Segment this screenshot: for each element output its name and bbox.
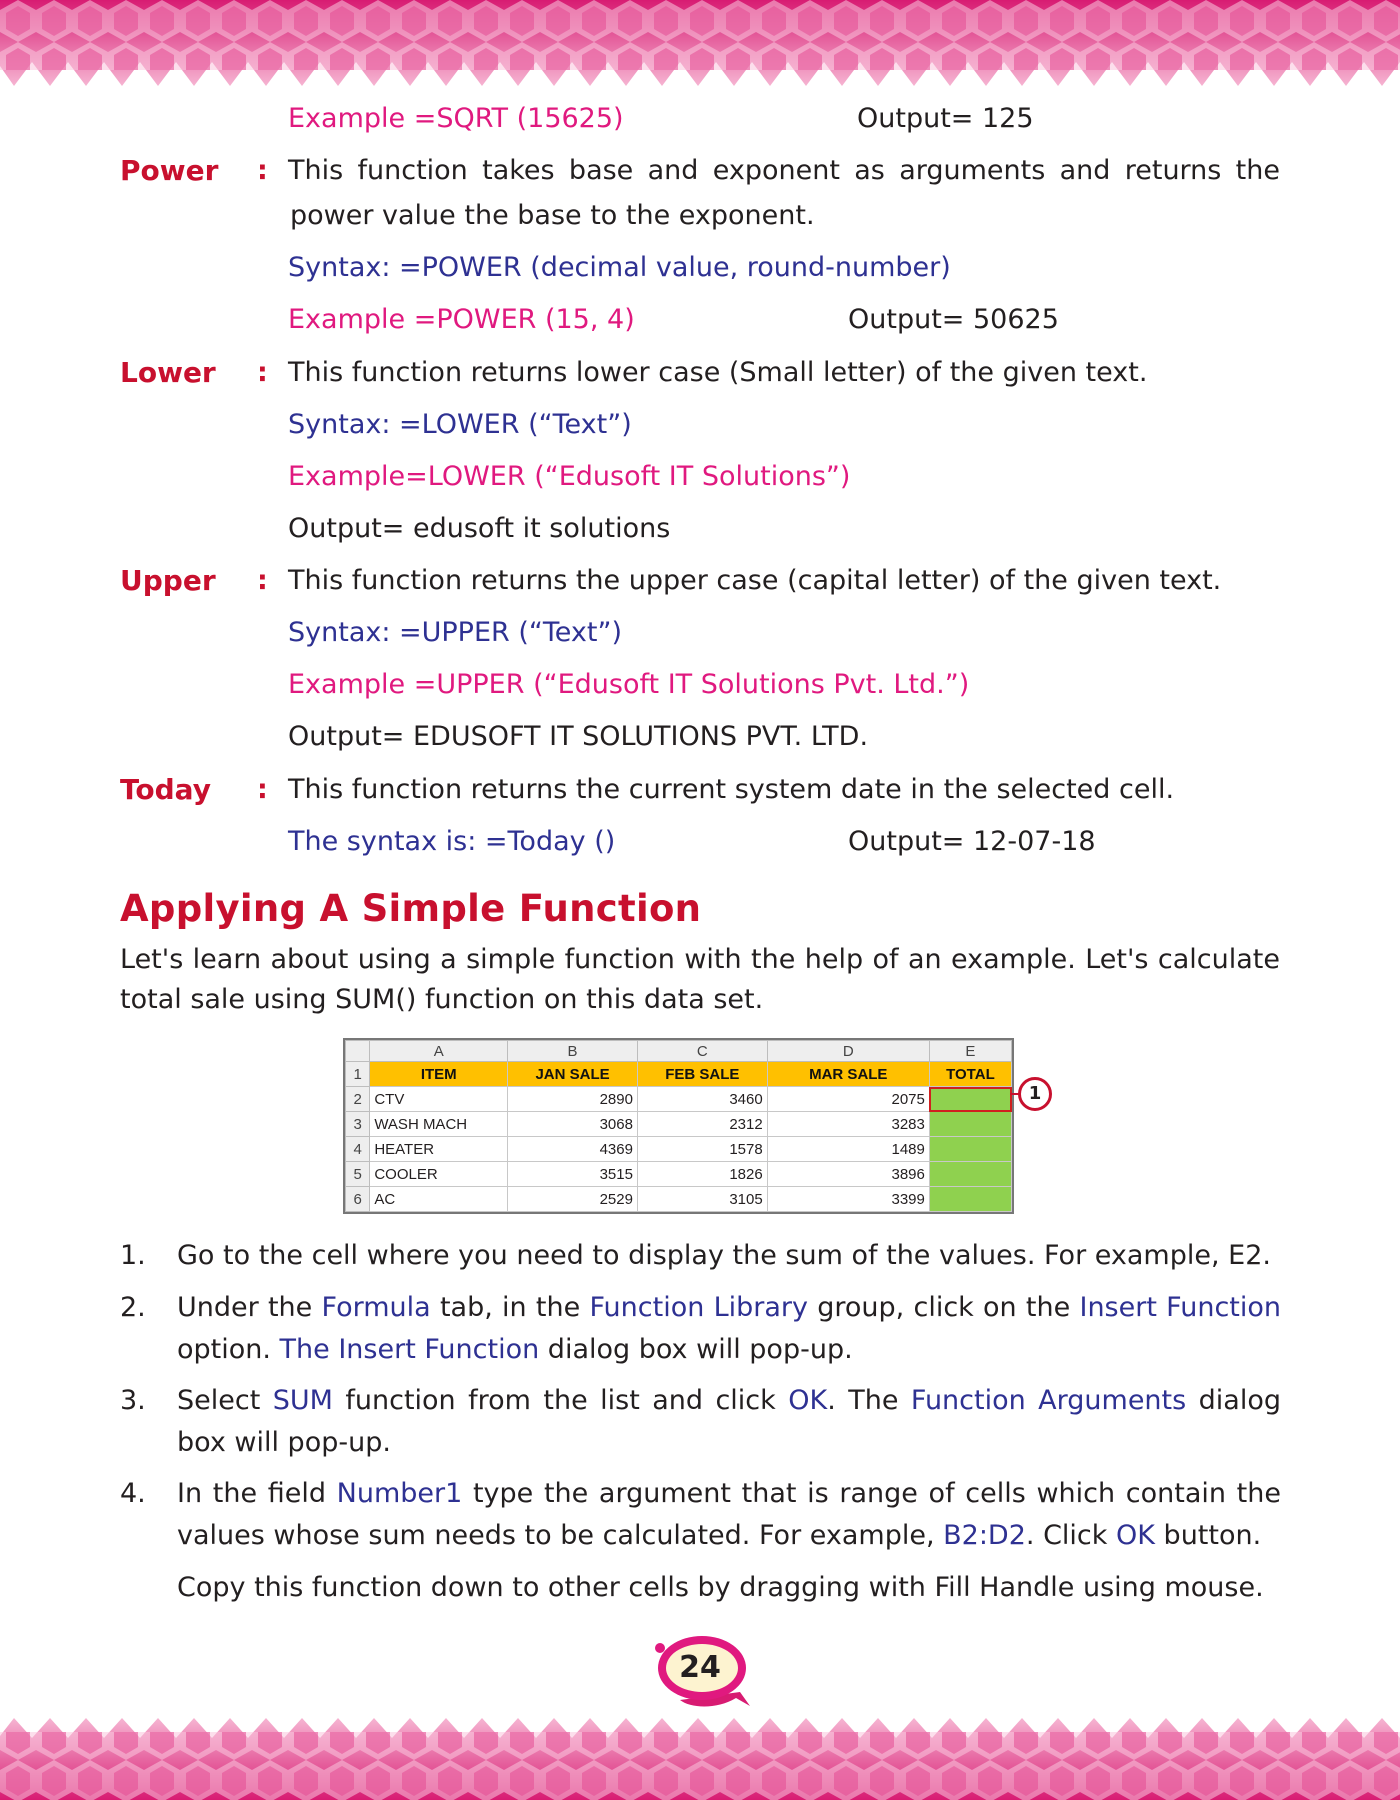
- function-name-today: Today: [120, 773, 211, 806]
- item-cell: HEATER: [370, 1137, 508, 1162]
- value-cell: 3515: [508, 1162, 638, 1187]
- spreadsheet-figure: [343, 1038, 1014, 1214]
- table-row: [346, 1087, 1012, 1112]
- bottom-decorative-band: [0, 1718, 1400, 1800]
- column-header: E: [929, 1041, 1011, 1062]
- row-number: 2: [346, 1087, 370, 1112]
- ui-term-sum: SUM: [272, 1385, 333, 1416]
- upper-syntax: Syntax: =UPPER (“Text”): [288, 617, 623, 648]
- value-cell: 3283: [767, 1112, 929, 1137]
- header-cell-feb: FEB SALE: [637, 1062, 767, 1087]
- fill-handle-note: Copy this function down to other cells by dragging with Fill Handle using mouse.: [177, 1572, 1264, 1603]
- value-cell: 1826: [637, 1162, 767, 1187]
- ui-term-function-arguments: Function Arguments: [910, 1385, 1187, 1416]
- step-number: 2.: [120, 1292, 146, 1323]
- ui-term-function-library: Function Library: [589, 1292, 808, 1323]
- top-decorative-band: [0, 0, 1400, 86]
- step-3-text: [177, 1380, 1281, 1464]
- power-example: Example =POWER (15, 4): [288, 304, 635, 335]
- ui-term-range: B2:D2: [943, 1520, 1026, 1551]
- table-row: [346, 1187, 1012, 1212]
- header-cell-jan: JAN SALE: [508, 1062, 638, 1087]
- step-number: 4.: [120, 1478, 146, 1509]
- ui-term-formula-tab: Formula: [321, 1292, 431, 1323]
- text: Under the: [177, 1292, 322, 1323]
- value-cell: 1578: [637, 1137, 767, 1162]
- total-cell: [929, 1187, 1011, 1212]
- ui-term-ok: OK: [1116, 1520, 1155, 1551]
- header-cell-total: TOTAL: [929, 1062, 1011, 1087]
- text: type the argument that is range of cells which contain the values whose sum needs to be calculated. For example,: [177, 1478, 1281, 1551]
- total-cell: [929, 1162, 1011, 1187]
- value-cell: 3105: [637, 1187, 767, 1212]
- today-syntax: The syntax is: =Today (): [288, 826, 616, 857]
- text: Select: [177, 1385, 273, 1416]
- ui-term-number1: Number1: [336, 1478, 463, 1509]
- colon: :: [257, 565, 268, 596]
- callout-marker: 1: [1018, 1077, 1052, 1111]
- text: . Click: [1025, 1520, 1116, 1551]
- item-cell: COOLER: [370, 1162, 508, 1187]
- today-description: This function returns the current system date in the selected cell.: [288, 774, 1175, 805]
- value-cell: 3460: [637, 1087, 767, 1112]
- row-number: 6: [346, 1187, 370, 1212]
- ui-term-insert-function: Insert Function: [1079, 1292, 1282, 1323]
- value-cell: 2890: [508, 1087, 638, 1112]
- function-name-power: Power: [120, 154, 219, 187]
- row-number: 4: [346, 1137, 370, 1162]
- column-header: A: [370, 1041, 508, 1062]
- upper-output: Output= EDUSOFT IT SOLUTIONS PVT. LTD.: [288, 721, 869, 752]
- lower-description: This function returns lower case (Small letter) of the given text.: [288, 357, 1148, 388]
- text: option.: [177, 1334, 280, 1365]
- table-row: [346, 1162, 1012, 1187]
- text: In the field: [177, 1478, 337, 1509]
- sqrt-output: Output= 125: [857, 103, 1034, 134]
- text: group, click on the: [807, 1292, 1080, 1323]
- table-row: [346, 1112, 1012, 1137]
- value-cell: 2075: [767, 1087, 929, 1112]
- select-all-corner: [346, 1041, 370, 1062]
- text: dialog box will pop-up.: [539, 1334, 853, 1365]
- section-heading: Applying A Simple Function: [120, 887, 702, 930]
- step-number: 3.: [120, 1385, 146, 1416]
- total-cell: [929, 1112, 1011, 1137]
- item-cell: CTV: [370, 1087, 508, 1112]
- row-number: 5: [346, 1162, 370, 1187]
- function-name-lower: Lower: [120, 356, 216, 389]
- value-cell: 2312: [637, 1112, 767, 1137]
- header-cell-mar: MAR SALE: [767, 1062, 929, 1087]
- step-4-text: [177, 1473, 1281, 1557]
- value-cell: 3399: [767, 1187, 929, 1212]
- text: dialog box will pop-up.: [177, 1385, 1281, 1458]
- text: . The: [827, 1385, 911, 1416]
- today-output: Output= 12-07-18: [848, 826, 1096, 857]
- lower-syntax: Syntax: =LOWER (“Text”): [288, 409, 632, 440]
- function-name-upper: Upper: [120, 564, 216, 597]
- step-1-text: Go to the cell where you need to display the sum of the values. For example, E2.: [177, 1240, 1271, 1271]
- table-row: [346, 1137, 1012, 1162]
- lower-output: Output= edusoft it solutions: [288, 513, 671, 544]
- value-cell: 4369: [508, 1137, 638, 1162]
- ui-term-ok: OK: [788, 1385, 828, 1416]
- upper-example: Example =UPPER (“Edusoft IT Solutions Pvt. Ltd.”): [288, 669, 970, 700]
- text: function from the list and click: [332, 1385, 789, 1416]
- ui-term-insert-function-dialog: The Insert Function: [279, 1334, 540, 1365]
- total-cell-selected: [929, 1087, 1011, 1112]
- column-header: B: [508, 1041, 638, 1062]
- page-number: 24: [679, 1650, 721, 1685]
- value-cell: 1489: [767, 1137, 929, 1162]
- text: button.: [1154, 1520, 1262, 1551]
- sqrt-example: Example =SQRT (15625): [288, 103, 624, 134]
- power-output: Output= 50625: [848, 304, 1059, 335]
- power-description-line1: This function takes base and exponent as arguments and returns the: [288, 155, 1280, 186]
- power-syntax: Syntax: =POWER (decimal value, round-number): [288, 252, 951, 283]
- lower-example: Example=LOWER (“Edusoft IT Solutions”): [288, 461, 851, 492]
- step-2-text: [177, 1287, 1281, 1371]
- item-cell: AC: [370, 1187, 508, 1212]
- row-number: 3: [346, 1112, 370, 1137]
- value-cell: 2529: [508, 1187, 638, 1212]
- value-cell: 3896: [767, 1162, 929, 1187]
- upper-description: This function returns the upper case (capital letter) of the given text.: [288, 565, 1222, 596]
- total-cell: [929, 1137, 1011, 1162]
- row-number: 1: [346, 1062, 370, 1087]
- column-header: D: [767, 1041, 929, 1062]
- section-intro: Let's learn about using a simple function with the help of an example. Let's calculate total sale using SUM() function on this data set.: [120, 944, 1280, 1015]
- power-description-line2: power value the base to the exponent.: [290, 200, 815, 231]
- colon: :: [257, 155, 268, 186]
- value-cell: 3068: [508, 1112, 638, 1137]
- item-cell: WASH MACH: [370, 1112, 508, 1137]
- colon: :: [257, 774, 268, 805]
- header-cell-item: ITEM: [370, 1062, 508, 1087]
- step-number: 1.: [120, 1240, 146, 1271]
- colon: :: [257, 357, 268, 388]
- column-header: C: [637, 1041, 767, 1062]
- text: tab, in the: [430, 1292, 590, 1323]
